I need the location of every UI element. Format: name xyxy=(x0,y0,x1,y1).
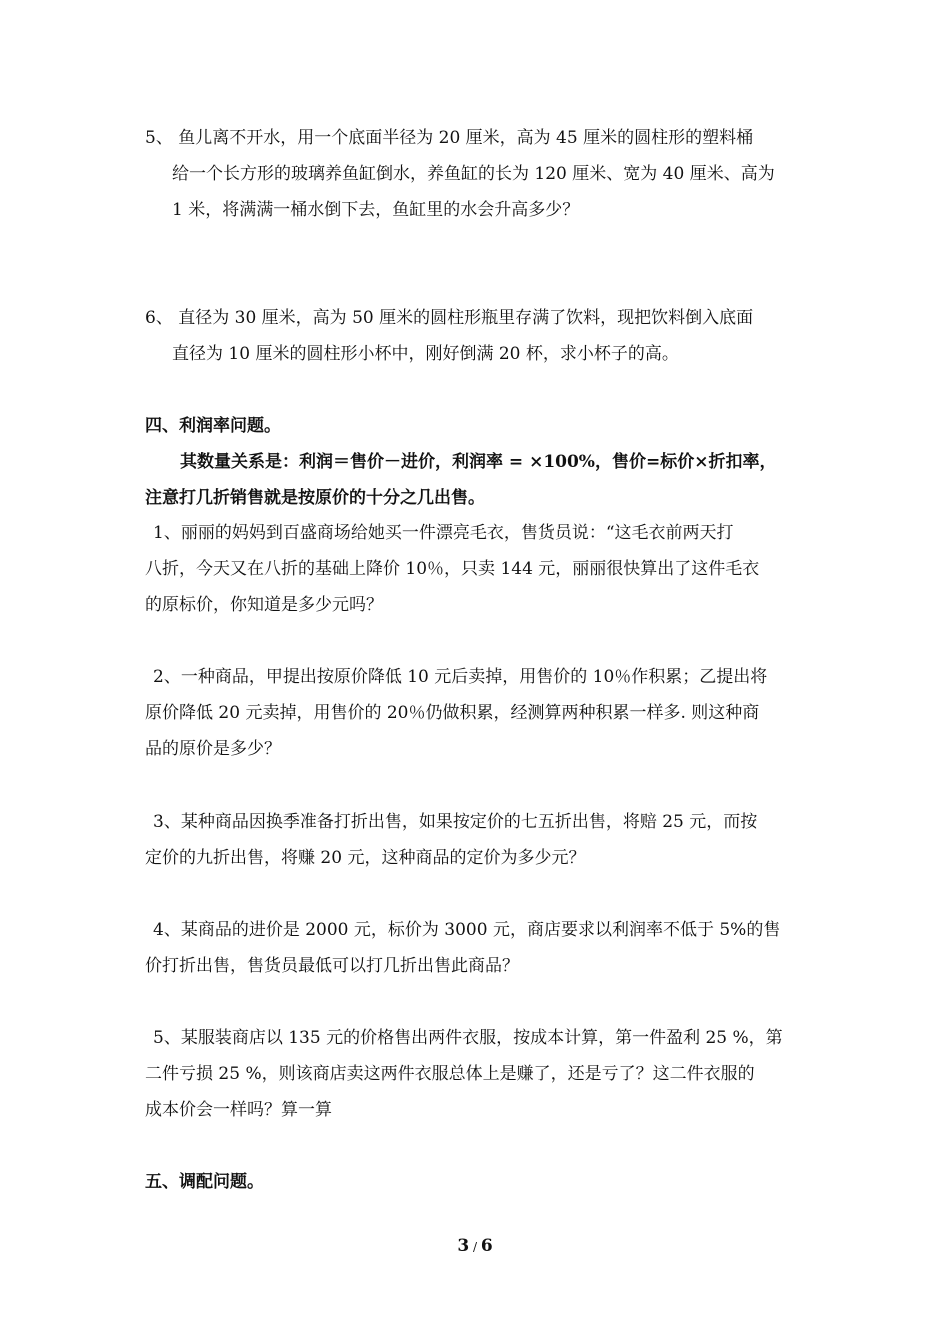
profit-problem-3-line-2: 定价的九折出售，将赚 20 元，这种商品的定价为多少元？ xyxy=(145,848,586,868)
page-separator: / xyxy=(469,1240,481,1254)
formula-line-1: 其数量关系是：利润＝售价－进价，利润率 = ×100%，售价=标价×折扣率， xyxy=(180,452,777,472)
profit-problem-2-line-1: 2、一种商品，甲提出按原价降低 10 元后卖掉，用售价的 10％作积累；乙提出将 xyxy=(153,667,768,687)
profit-problem-2-line-2: 原价降低 20 元卖掉，用售价的 20％仍做积累，经测算两种积累一样多. 则这种商 xyxy=(145,703,760,723)
profit-problem-5-line-1: 5、某服装商店以 135 元的价格售出两件衣服，按成本计算，第一件盈利 25 %，第 xyxy=(153,1028,783,1048)
profit-problem-4-line-2: 价打折出售，售货员最低可以打几折出售此商品？ xyxy=(145,956,519,976)
profit-problem-2-line-3: 品的原价是多少？ xyxy=(145,739,281,759)
profit-problem-1-line-3: 的原标价，你知道是多少元吗？ xyxy=(145,595,383,615)
problem-5-line-1: 5、 鱼儿离不开水，用一个底面半径为 20 厘米，高为 45 厘米的圆柱形的塑料桶 xyxy=(145,128,754,148)
profit-problem-1-line-2: 八折，今天又在八折的基础上降价 10％，只卖 144 元，丽丽很快算出了这件毛衣 xyxy=(145,559,760,579)
total-pages: 6 xyxy=(480,1236,493,1256)
profit-problem-5-line-3: 成本价会一样吗？算一算 xyxy=(145,1100,332,1120)
profit-problem-1-line-1: 1、丽丽的妈妈到百盛商场给她买一件漂亮毛衣，售货员说：“这毛衣前两天打 xyxy=(153,523,734,543)
profit-problem-3-line-1: 3、某种商品因换季准备打折出售，如果按定价的七五折出售，将赔 25 元，而按 xyxy=(153,812,758,832)
page-number xyxy=(0,1235,950,1258)
section-4-heading: 四、利润率问题。 xyxy=(145,416,281,436)
problem-6-line-2: 直径为 10 厘米的圆柱形小杯中，刚好倒满 20 杯，求小杯子的高。 xyxy=(172,344,679,364)
section-5-heading: 五、调配问题。 xyxy=(145,1172,264,1192)
formula-line-2: 注意打几折销售就是按原价的十分之几出售。 xyxy=(145,488,485,508)
problem-5-line-3: 1 米，将满满一桶水倒下去，鱼缸里的水会升高多少？ xyxy=(172,200,580,220)
profit-problem-4-line-1: 4、某商品的进价是 2000 元，标价为 3000 元，商店要求以利润率不低于 5%的售 xyxy=(153,920,781,940)
problem-5-line-2: 给一个长方形的玻璃养鱼缸倒水，养鱼缸的长为 120 厘米、宽为 40 厘米、高为 xyxy=(172,164,775,184)
problem-6-line-1: 6、 直径为 30 厘米，高为 50 厘米的圆柱形瓶里存满了饮料，现把饮料倒入底面 xyxy=(145,308,754,328)
current-page: 3 xyxy=(457,1236,470,1256)
profit-problem-5-line-2: 二件亏损 25 %，则该商店卖这两件衣服总体上是赚了，还是亏了？这二件衣服的 xyxy=(145,1064,755,1084)
